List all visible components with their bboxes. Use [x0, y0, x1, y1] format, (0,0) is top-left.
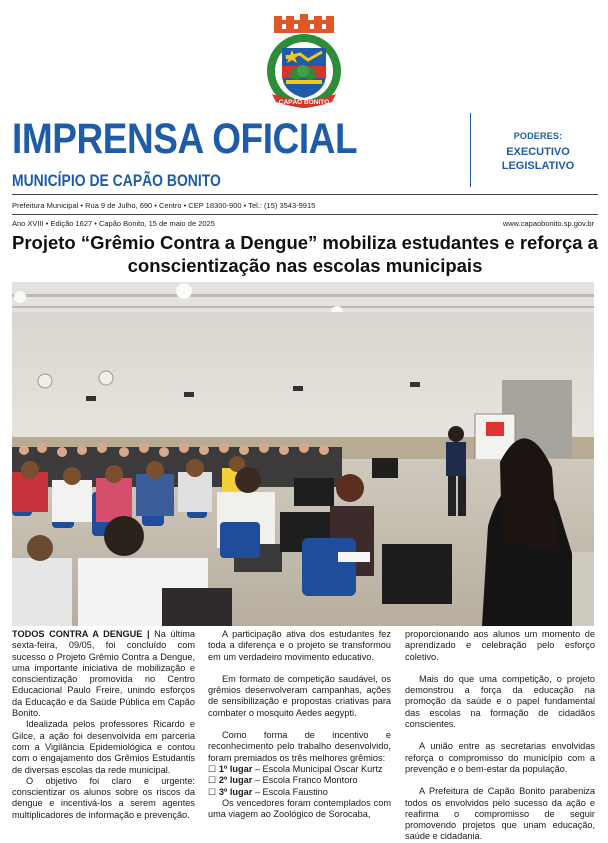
website-link[interactable]: www.capaobonito.sp.gov.br [502, 219, 594, 228]
municipal-coat-of-arms [260, 14, 348, 110]
column-3 [405, 629, 595, 843]
address-line: Prefeitura Municipal • Rua 9 de Julho, 690 • Centro • CEP 18300-900 • Tel.: (15) 3543-9915 [12, 201, 316, 210]
winner-3: ☐ 3º lugar – Escola Faustino [208, 786, 328, 797]
powers-box [478, 131, 598, 173]
paragraph-7: Os vencedores foram contemplados com uma viagem ao Zoológico de Sorocaba, [208, 797, 391, 820]
rule-top [12, 194, 598, 195]
edition-line: Ano XVIII • Edição 1627 • Capão Bonito, 15 de maio de 2025 [12, 219, 215, 228]
article-kicker: TODOS CONTRA A DENGUE | [12, 629, 150, 639]
rule-bottom [12, 214, 598, 215]
masthead-divider [470, 113, 471, 187]
column-2 [208, 629, 391, 820]
paragraph-4: A participação ativa dos estudantes fez toda a diferença e o projeto se transformou em um verdadeiro movimento educativo. [208, 629, 391, 662]
masthead [12, 113, 598, 195]
paragraph-8: proporcionando aos alunos um momento de aprendizado e celebração pelo esforço coletivo. [405, 629, 595, 662]
winner-2: ☐ 2º lugar – Escola Franco Montoro [208, 775, 358, 786]
power-executive: EXECUTIVO [506, 146, 570, 158]
winner-1: ☐ 1º lugar – Escola Municipal Oscar Kurtz [208, 763, 383, 774]
column-1 [12, 629, 195, 821]
paragraph-5: Em formato de competição saudável, os grêmios desenvolveram campanhas, ações de sensibilização e propostas criativas para combater o mosquito Aedes aegypti. [208, 673, 391, 718]
paragraph-1: Na última sexta-feira, 09/05, foi concluído com sucesso o Projeto Grêmio Contra a Dengue, uma importante iniciativa de mobilização e conscientização promovida no Centro Educacional Paulo Freire, unindo esforços da Educação e da Saúde Pública em Capão Bonito. [12, 629, 195, 719]
paragraph-3: O objetivo foi claro e urgente: conscientizar os alunos sobre os riscos da dengue e incentivá-los a serem agentes multiplicadores de informação e prevenção. [12, 775, 195, 820]
article-body [12, 629, 598, 842]
power-legislative: LEGISLATIVO [501, 160, 575, 172]
municipality-name: MUNICÍPIO DE CAPÃO BONITO [12, 171, 221, 190]
paragraph-6: Como forma de incentivo e reconhecimento pelo trabalho desenvolvido, foram premiados os três melhores grêmios: [208, 730, 391, 763]
crest-label: CAPÃO BONITO [278, 99, 330, 106]
publication-title: IMPRENSA OFICIAL [12, 115, 358, 163]
paragraph-11: A Prefeitura de Capão Bonito parabeniza todos os envolvidos pelo sucesso da ação e reafirma o compromisso de seguir promovendo projetos que unam educação, saúde e cidadania. [405, 786, 595, 842]
powers-label: PODERES: [513, 131, 563, 141]
paragraph-9: Mais do que uma competição, o projeto demonstrou a força da educação na promoção da saúde e o papel fundamental das escolas na formação de cidadãos conscientes. [405, 673, 595, 730]
article-headline: Projeto “Grêmio Contra a Dengue” mobiliza estudantes e reforça a conscientização nas escolas municipais [12, 232, 598, 276]
paragraph-10: A união entre as secretarias envolvidas reforça o compromisso do município com a prevenção e o bem-estar da população. [405, 741, 595, 774]
paragraph-2: Idealizada pelos professores Ricardo e Gilce, a ação foi desenvolvida em parceria com a Vigilância Epidemiológica e contou com o engajamento dos Grêmios Estudantis de diversas escolas da rede municipal. [12, 719, 195, 775]
article-photo [12, 282, 594, 626]
